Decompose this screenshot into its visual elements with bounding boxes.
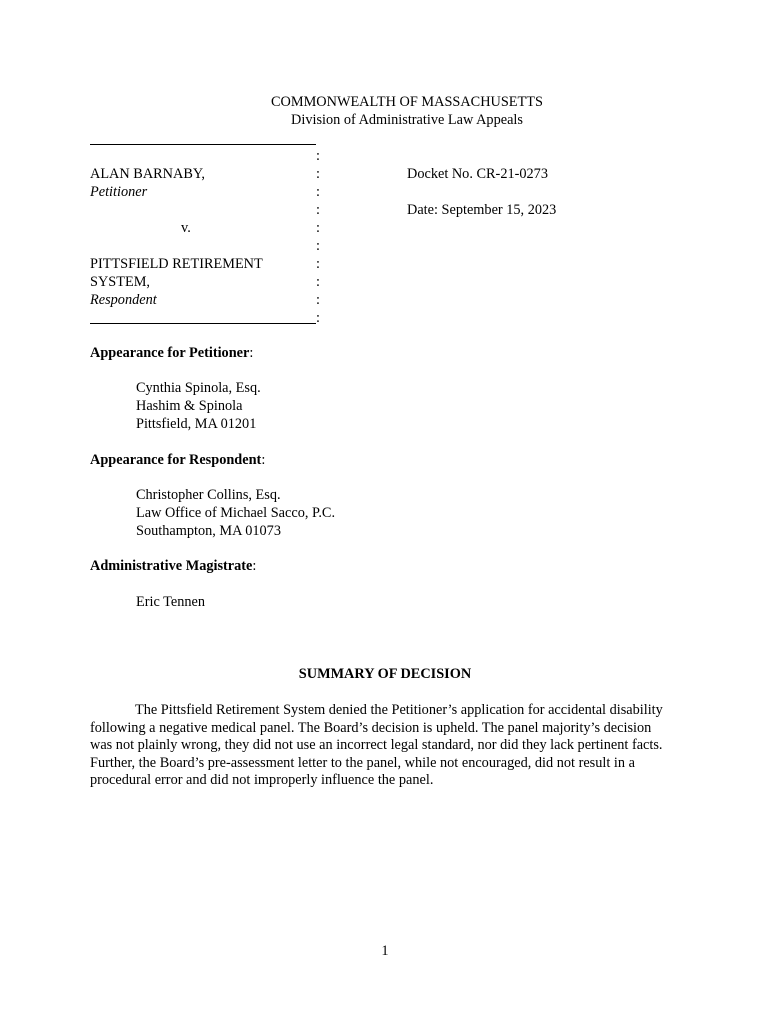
petitioner-appearance-label: Appearance for Petitioner xyxy=(90,345,250,361)
caption-colon: : xyxy=(316,202,320,218)
magistrate-heading xyxy=(90,558,256,576)
respondent-name-line1: PITTSFIELD RETIREMENT xyxy=(90,256,263,272)
summary-heading: SUMMARY OF DECISION xyxy=(298,666,472,682)
respondent-appearance-label: Appearance for Respondent xyxy=(90,452,262,468)
respondent-role: Respondent xyxy=(90,292,157,308)
petitioner-counsel-city: Pittsfield, MA 01201 xyxy=(136,416,257,432)
summary-paragraph: The Pittsfield Retirement System denied the Petitioner’s application for accidental disability following a negative medical panel. The Board’s decision is upheld. The panel majority’s decision was not plainly wrong, they did not use an incorrect legal standard, nor did they lack pertinent facts. Further, the Board’s pre-assessment letter to the panel, while not encouraged, did not result in a procedural error and did not improperly influence the panel. xyxy=(90,702,663,789)
heading-colon: : xyxy=(252,558,257,574)
caption-colon: : xyxy=(316,184,320,200)
heading-colon: : xyxy=(249,345,254,361)
respondent-appearance-heading xyxy=(90,452,265,470)
caption-colon: : xyxy=(316,166,320,182)
petitioner-appearance-heading xyxy=(90,345,253,363)
magistrate-label: Administrative Magistrate xyxy=(90,558,253,574)
respondent-counsel-name: Christopher Collins, Esq. xyxy=(136,487,281,503)
caption-colon: : xyxy=(316,220,320,236)
caption-colon: : xyxy=(316,256,320,272)
versus: v. xyxy=(181,220,191,236)
caption-top-rule xyxy=(90,144,316,145)
petitioner-counsel-name: Cynthia Spinola, Esq. xyxy=(136,380,261,396)
respondent-counsel-firm: Law Office of Michael Sacco, P.C. xyxy=(136,505,336,521)
caption-bottom-rule xyxy=(90,323,316,324)
respondent-name-line2: SYSTEM, xyxy=(90,274,150,290)
caption-colon: : xyxy=(316,310,320,326)
caption-colon: : xyxy=(316,274,320,290)
summary-body xyxy=(90,702,670,790)
caption-colon: : xyxy=(316,148,320,164)
petitioner-role: Petitioner xyxy=(90,184,148,200)
petitioner-counsel-firm: Hashim & Spinola xyxy=(136,398,243,414)
magistrate-name: Eric Tennen xyxy=(136,594,205,610)
header-commonwealth: COMMONWEALTH OF MASSACHUSETTS xyxy=(271,94,543,110)
petitioner-name: ALAN BARNABY, xyxy=(90,166,205,182)
header-division: Division of Administrative Law Appeals xyxy=(291,112,523,128)
heading-colon: : xyxy=(261,452,266,468)
caption-colon: : xyxy=(316,292,320,308)
decision-date: Date: September 15, 2023 xyxy=(407,202,557,218)
respondent-counsel-city: Southampton, MA 01073 xyxy=(136,523,281,539)
page-number: 1 xyxy=(381,943,389,959)
caption-colon: : xyxy=(316,238,320,254)
docket-number: Docket No. CR-21-0273 xyxy=(407,166,548,182)
